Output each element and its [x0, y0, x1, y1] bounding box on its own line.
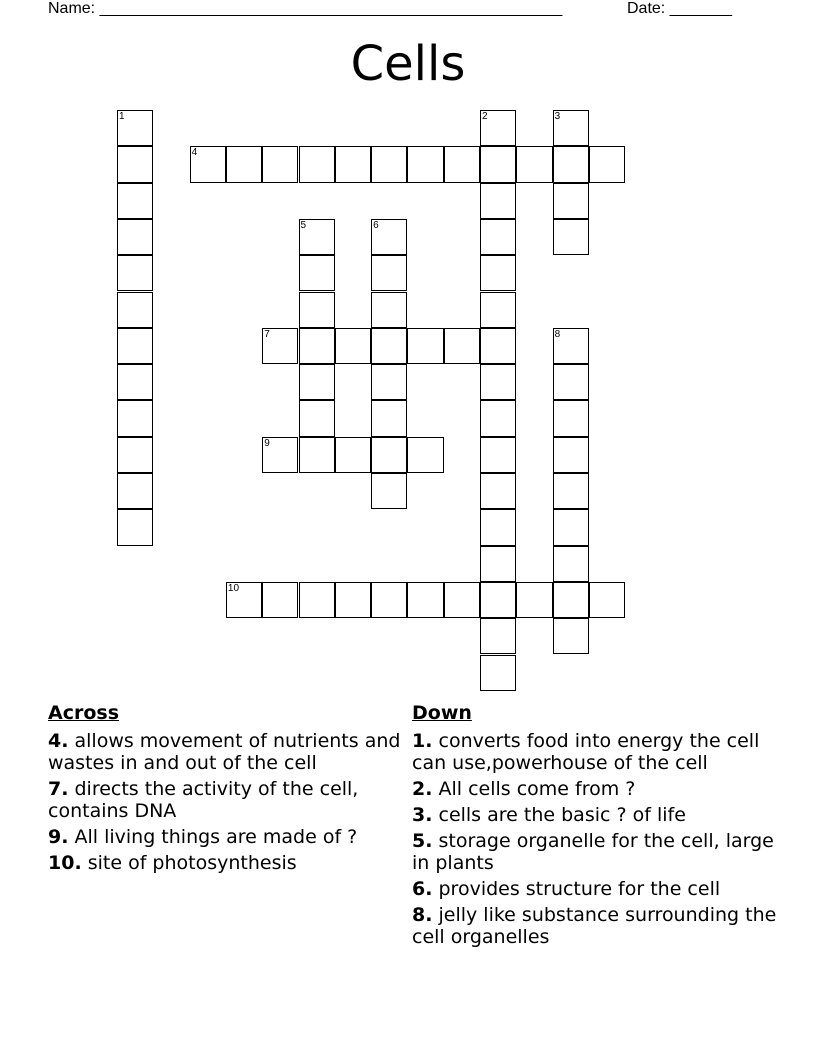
grid-cell[interactable]	[299, 292, 335, 328]
across-clues	[48, 702, 418, 878]
down-clue	[412, 778, 782, 800]
clue-num: 5.	[412, 830, 433, 852]
clue-num: 8.	[412, 904, 433, 926]
down-clue	[412, 804, 782, 826]
grid-cell[interactable]	[589, 582, 625, 618]
grid-cell[interactable]	[553, 146, 589, 182]
page-title: Cells	[350, 36, 466, 92]
grid-cell[interactable]	[480, 110, 516, 146]
grid-cell[interactable]	[371, 364, 407, 400]
grid-cell[interactable]	[553, 219, 589, 255]
name-line[interactable]: Name: ____________________________________________________	[48, 0, 563, 17]
grid-cell[interactable]	[553, 364, 589, 400]
clue-number: 1	[119, 111, 125, 122]
grid-cell[interactable]	[335, 437, 371, 473]
grid-cell[interactable]	[371, 219, 407, 255]
down-clues	[412, 702, 782, 952]
grid-cell[interactable]	[226, 582, 262, 618]
clue-number: 9	[264, 437, 270, 449]
grid-cell[interactable]	[117, 364, 153, 400]
grid-cell[interactable]	[117, 219, 153, 255]
clue-text: provides structure for the cell	[432, 878, 721, 900]
grid-cell[interactable]	[299, 582, 335, 618]
grid-cell[interactable]	[480, 364, 516, 400]
clue-num: 4.	[48, 730, 69, 752]
grid-cell[interactable]	[553, 183, 589, 219]
grid-cell[interactable]	[444, 582, 480, 618]
clue-text: cells are the basic ? of life	[432, 804, 686, 826]
grid-cell[interactable]	[262, 437, 298, 473]
grid-cell[interactable]	[553, 328, 589, 364]
grid-cell[interactable]	[480, 618, 516, 654]
grid-cell[interactable]	[407, 328, 443, 364]
across-clue	[48, 778, 418, 822]
grid-cell[interactable]	[553, 509, 589, 545]
grid-cell[interactable]	[117, 292, 153, 328]
grid-cell[interactable]	[299, 364, 335, 400]
grid-cell[interactable]	[480, 509, 516, 545]
grid-cell[interactable]	[299, 255, 335, 291]
clue-number: 5	[300, 219, 307, 231]
grid-cell[interactable]	[371, 437, 407, 473]
grid-cell[interactable]	[480, 546, 516, 582]
grid-cell[interactable]	[371, 328, 407, 364]
grid-cell[interactable]	[444, 146, 480, 182]
grid-cell[interactable]	[553, 582, 589, 618]
grid-cell[interactable]	[117, 400, 153, 436]
grid-cell[interactable]	[117, 110, 153, 146]
grid-cell[interactable]	[553, 437, 589, 473]
grid-cell[interactable]	[117, 473, 153, 509]
clue-num: 10.	[48, 852, 82, 874]
clue-number: 10	[227, 582, 240, 594]
grid-cell[interactable]	[480, 582, 516, 618]
grid-cell[interactable]	[335, 582, 371, 618]
grid-cell[interactable]	[480, 400, 516, 436]
grid-cell[interactable]	[407, 437, 443, 473]
clue-text: allows movement of nutrients and wastes in and out of the cell	[48, 730, 401, 774]
clue-text: All living things are made of ?	[68, 826, 358, 848]
grid-cell[interactable]	[516, 582, 552, 618]
clue-text: converts food into energy the cell can use,powerhouse of the cell	[412, 730, 760, 774]
clue-num: 9.	[48, 826, 69, 848]
down-clue	[412, 904, 782, 948]
clue-number: 7	[264, 328, 270, 340]
clue-text: directs the activity of the cell, contains DNA	[48, 778, 359, 822]
grid-cell[interactable]	[553, 110, 589, 146]
down-heading: Down	[412, 702, 472, 724]
grid-cell[interactable]	[553, 618, 589, 654]
grid-cell[interactable]	[407, 146, 443, 182]
clue-text: jelly like substance surrounding the cell organelles	[412, 904, 777, 948]
grid-cell[interactable]	[117, 255, 153, 291]
grid-cell[interactable]	[335, 328, 371, 364]
grid-cell[interactable]	[480, 328, 516, 364]
grid-cell[interactable]	[371, 582, 407, 618]
grid-cell[interactable]	[190, 146, 226, 182]
grid-cell[interactable]	[480, 146, 516, 182]
grid-cell[interactable]	[299, 400, 335, 436]
grid-cell[interactable]	[480, 183, 516, 219]
grid-cell[interactable]	[299, 437, 335, 473]
grid-cell[interactable]	[335, 146, 371, 182]
grid-cell[interactable]	[371, 292, 407, 328]
across-clue	[48, 826, 418, 848]
grid-cell[interactable]	[299, 219, 335, 255]
grid-cell[interactable]	[262, 582, 298, 618]
clue-num: 1.	[412, 730, 433, 752]
grid-cell[interactable]	[371, 255, 407, 291]
grid-cell[interactable]	[117, 328, 153, 364]
clue-number: 6	[373, 219, 379, 231]
grid-cell[interactable]	[407, 582, 443, 618]
grid-cell[interactable]	[117, 183, 153, 219]
grid-cell[interactable]	[117, 146, 153, 182]
grid-cell[interactable]	[589, 146, 625, 182]
clue-text: site of photosynthesis	[81, 852, 297, 874]
down-clue	[412, 830, 782, 874]
grid-cell[interactable]	[371, 400, 407, 436]
date-line[interactable]: Date: _______	[627, 0, 732, 17]
grid-cell[interactable]	[553, 546, 589, 582]
clue-num: 7.	[48, 778, 69, 800]
grid-cell[interactable]	[226, 146, 262, 182]
clue-number: 3	[554, 111, 561, 122]
clue-text: All cells come from ?	[432, 778, 636, 800]
grid-cell[interactable]	[371, 146, 407, 182]
grid-cell[interactable]	[299, 146, 335, 182]
down-clue	[412, 878, 782, 900]
grid-cell[interactable]	[117, 437, 153, 473]
clue-num: 3.	[412, 804, 433, 826]
down-clue	[412, 730, 782, 774]
grid-cell[interactable]	[299, 328, 335, 364]
clue-text: storage organelle for the cell, large in plants	[412, 830, 774, 874]
across-clue	[48, 730, 418, 774]
clue-number: 2	[482, 111, 488, 122]
clue-num: 6.	[412, 878, 433, 900]
grid-cell[interactable]	[516, 146, 552, 182]
clue-num: 2.	[412, 778, 433, 800]
clue-number: 8	[554, 328, 561, 340]
grid-cell[interactable]	[480, 292, 516, 328]
grid-cell[interactable]	[553, 473, 589, 509]
grid-cell[interactable]	[480, 655, 516, 691]
across-clue	[48, 852, 418, 874]
grid-cell[interactable]	[117, 509, 153, 545]
grid-cell[interactable]	[480, 437, 516, 473]
grid-cell[interactable]	[262, 146, 298, 182]
grid-cell[interactable]	[480, 219, 516, 255]
grid-cell[interactable]	[262, 328, 298, 364]
grid-cell[interactable]	[444, 328, 480, 364]
grid-cell[interactable]	[553, 400, 589, 436]
clue-number: 4	[191, 147, 198, 159]
across-heading: Across	[48, 702, 120, 724]
grid-cell[interactable]	[371, 473, 407, 509]
grid-cell[interactable]	[480, 255, 516, 291]
grid-cell[interactable]	[480, 473, 516, 509]
